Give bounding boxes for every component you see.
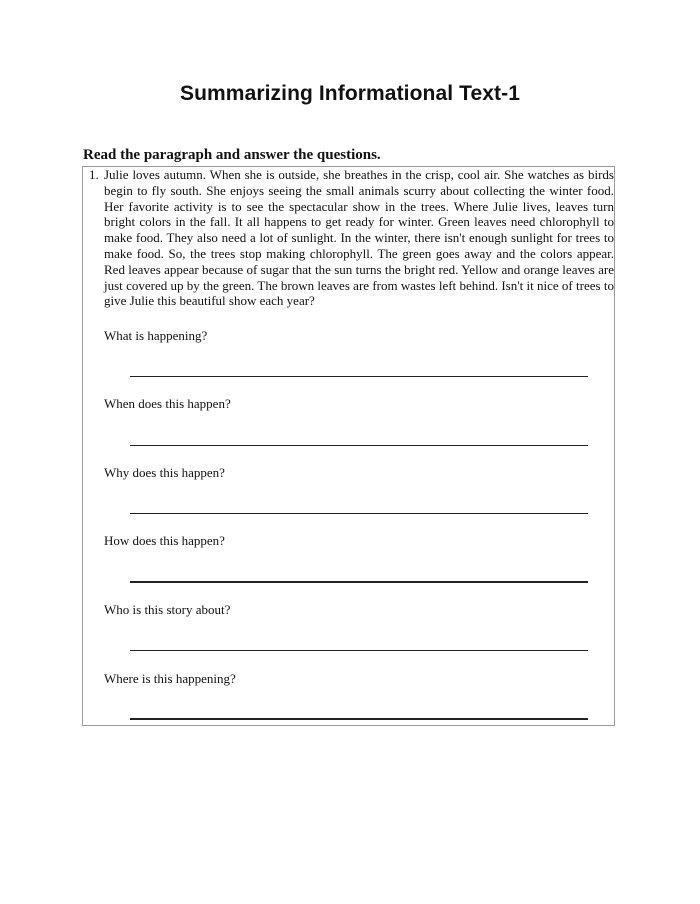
page-title: Summarizing Informational Text-1 [179, 82, 521, 105]
answer-line-when[interactable] [130, 445, 588, 446]
answer-line-how[interactable] [130, 581, 588, 583]
question-why: Why does this happen? [104, 465, 225, 480]
question-when: When does this happen? [104, 396, 231, 411]
answer-line-who[interactable] [130, 650, 588, 651]
answer-line-where[interactable] [130, 718, 588, 720]
answer-line-why[interactable] [130, 513, 588, 514]
instructions-heading: Read the paragraph and answer the questions. [83, 147, 381, 163]
question-where: Where is this happening? [104, 671, 236, 686]
question-who: Who is this story about? [104, 602, 231, 617]
reading-passage: Julie loves autumn. When she is outside, she breathes in the crisp, cool air. She watches as birds begin to fly south. She enjoys seeing the small animals scurry about collecting the winter food. Her favorite activity is to see the spectacular show in the trees. Where Julie lives, leaves turn bright colors in the fall. It all happens to get ready for winter. Green leaves need chlorophyll to make food. They also need a lot of sunlight. In the winter, there isn't enough sunlight for trees to make food. So, the trees stop making chlorophyll. The green goes away and the colors appear. Red leaves appear because of sugar that the sun turns the bright red. Yellow and orange leaves are just covered up by the green. The brown leaves are from wastes left behind. Isn't it nice of trees to give Julie this beautiful show each year? [104, 167, 614, 309]
question-what: What is happening? [104, 328, 208, 343]
question-how: How does this happen? [104, 533, 225, 548]
answer-line-what[interactable] [130, 376, 588, 377]
item-number: 1. [89, 167, 99, 182]
question-box [82, 166, 615, 726]
